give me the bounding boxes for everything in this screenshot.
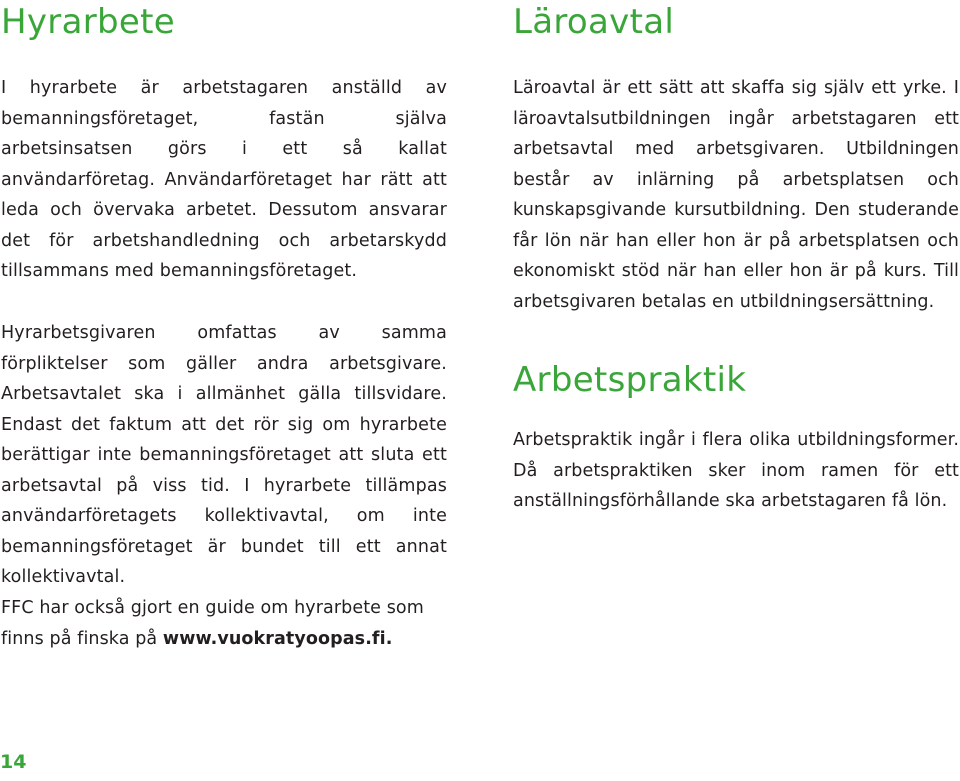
footer-note <box>1 593 456 654</box>
heading-arbetspraktik: Arbetspraktik <box>513 360 747 400</box>
footer-note-text: FFC har också gjort en guide om hyrarbete som finns på finska på <box>1 598 424 649</box>
website-link[interactable]: www.vuokratyoopas.fi. <box>162 628 393 649</box>
heading-hyrarbete: Hyrarbete <box>1 2 175 42</box>
paragraph-arbetspraktik: Arbetspraktik ingår i flera olika utbildningsformer. Då arbetspraktiken sker inom ramen för ett anställningsförhållande ska arbetstagaren få lön. <box>513 430 959 511</box>
paragraph-hyrarbete-intro: I hyrarbete är arbetstagaren anställd av bemanningsföretaget, fastän själva arbetsinsatsen görs i ett så kallat användarföretag. Användarföretaget har rätt att leda och övervaka arbetet. Dessutom ansvarar det för arbetshandledning och arbetarskydd tillsammans med bemanningsföretaget. <box>1 78 447 281</box>
heading-laroavtal: Läroavtal <box>513 2 675 42</box>
paragraph-laroavtal: Läroavtal är ett sätt att skaffa sig själv ett yrke. I läroavtalsutbildningen ingår arbetstagaren ett arbetsavtal med arbetsgivaren. Utbildningen består av inlärning på arbetsplatsen och kunskapsgivande kursutbildning. Den studerande får lön när han eller hon är på arbetsplatsen och ekonomiskt stöd när han eller hon är på kurs. Till arbetsgivaren betalas en utbildningsersättning. <box>513 78 959 312</box>
page-number: 14 <box>0 751 27 773</box>
paragraph-hyrarbetsgivaren: Hyrarbetsgivaren omfattas av samma förpliktelser som gäller andra arbetsgivare. Arbetsavtalet ska i allmänhet gälla tillsvidare. Endast det faktum att det rör sig om hyrarbete berättigar inte bemanningsföretaget att sluta ett arbetsavtal på viss tid. I hyrarbete tillämpas användarföretagets kollektivavtal, om inte bemanningsföretaget är bundet till ett annat kollektivavtal. <box>1 323 447 587</box>
